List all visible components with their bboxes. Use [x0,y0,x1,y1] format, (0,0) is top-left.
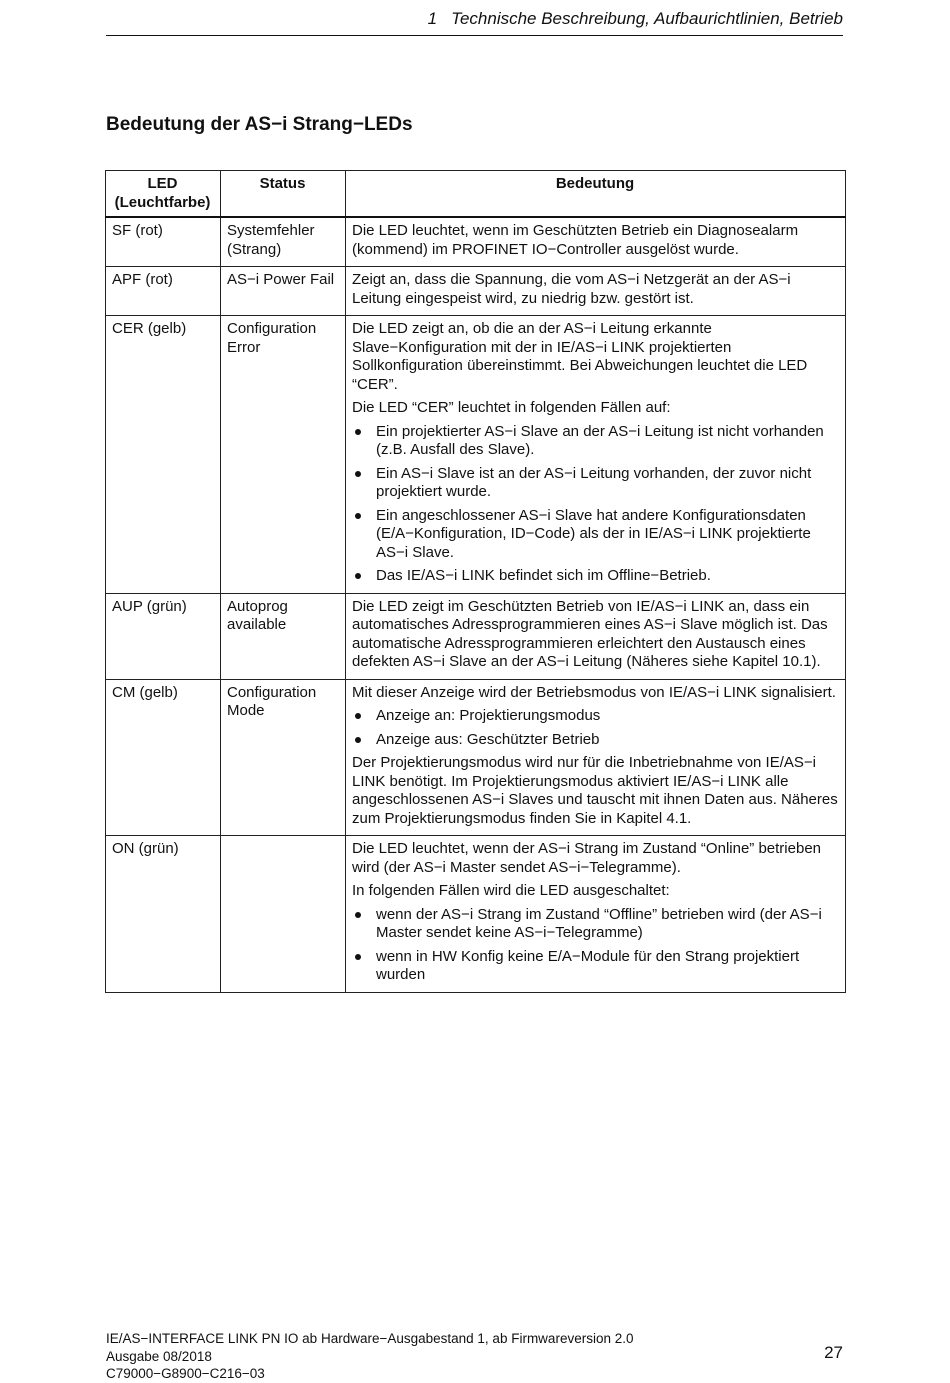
table-row [106,593,846,679]
meaning-paragraph: Die LED zeigt im Geschützten Betrieb von IE/AS−i LINK an, dass ein automatisches Adressprogrammieren eines AS−i Slave möglich ist. Das automatische Adressprogrammieren erleichtert den Austausch eines defekten AS−i Slave an der AS−i Leitung (Näheres siehe Kapitel 10.1). [352,597,828,670]
meaning-cell [346,217,846,267]
table-header-row [106,171,846,218]
meaning-paragraph: Mit dieser Anzeige wird der Betriebsmodus von IE/AS−i LINK signalisiert. [352,683,836,701]
section-title: Bedeutung der AS−i Strang−LEDs [106,114,413,135]
led-table [105,170,846,993]
status-cell: AS−i Power Fail [221,267,346,316]
meaning-cell [346,267,846,316]
chapter-title: Technische Beschreibung, Aufbaurichtlinien, Betrieb [451,9,843,28]
meaning-bullet-item: Das IE/AS−i LINK befindet sich im Offline−Betrieb. [352,567,838,586]
meaning-cell [346,316,846,594]
meaning-bullet-item: wenn der AS−i Strang im Zustand “Offline” betrieben wird (der AS−i Master sendet keine AS−i−Telegramme) [352,906,838,943]
table-row [106,316,846,594]
table-row [106,217,846,267]
status-cell: Configuration Mode [221,679,346,836]
led-name-cell: ON (grün) [106,836,221,993]
footer-product: IE/AS−INTERFACE LINK PN IO ab Hardware−Ausgabestand 1, ab Firmwareversion 2.0 [106,1331,634,1346]
footer-order-number: C79000−G8900−C216−03 [106,1366,265,1381]
meaning-bullet-item: Ein AS−i Slave ist an der AS−i Leitung vorhanden, der zuvor nicht projektiert wurde. [352,465,838,502]
meaning-bullet-list [352,423,838,586]
column-header-led: LED (Leuchtfarbe) [106,171,221,218]
status-cell: Autoprog available [221,593,346,679]
meaning-paragraph: Die LED zeigt an, ob die an der AS−i Leitung erkannte Slave−Konfiguration mit der in IE/AS−i LINK projektierten Sollkonfiguration übereinstimmt. Bei Abweichungen leuchtet die LED “CER”. [352,320,808,393]
led-name-cell: SF (rot) [106,217,221,267]
chapter-number: 1 [427,9,438,28]
column-header-meaning: Bedeutung [346,171,846,218]
footer [106,1330,633,1383]
footer-edition: Ausgabe 08/2018 [106,1348,212,1364]
led-name-cell: CM (gelb) [106,679,221,836]
meaning-cell [346,679,846,836]
meaning-paragraph: In folgenden Fällen wird die LED ausgeschaltet: [352,882,670,899]
table-body [106,217,846,992]
status-cell: Systemfehler (Strang) [221,217,346,267]
meaning-bullet-item: Anzeige an: Projektierungsmodus [352,707,838,726]
meaning-bullet-item: wenn in HW Konfig keine E/A−Module für den Strang projektiert wurden [352,948,838,985]
table-row [106,267,846,316]
table-row [106,836,846,993]
meaning-paragraph: Die LED “CER” leuchtet in folgenden Fällen auf: [352,399,671,416]
meaning-cell [346,836,846,993]
running-header [106,8,843,30]
column-header-status: Status [221,171,346,218]
led-name-cell: APF (rot) [106,267,221,316]
status-cell: Configuration Error [221,316,346,594]
led-name-cell: CER (gelb) [106,316,221,594]
led-name-cell: AUP (grün) [106,593,221,679]
status-cell [221,836,346,993]
page-number: 27 [824,1343,843,1362]
meaning-bullet-list [352,906,838,985]
meaning-bullet-item: Anzeige aus: Geschützter Betrieb [352,731,838,750]
meaning-bullet-list [352,707,838,749]
meaning-paragraph: Die LED leuchtet, wenn im Geschützten Betrieb ein Diagnosealarm (kommend) im PROFINET IO−Controller ausgelöst wurde. [352,222,799,258]
meaning-paragraph: Die LED leuchtet, wenn der AS−i Strang im Zustand “Online” betrieben wird (der AS−i Master sendet AS−i−Telegramme). [352,840,821,876]
meaning-paragraph: Zeigt an, dass die Spannung, die vom AS−i Netzgerät an der AS−i Leitung eingespeist wird, zu niedrig bzw. gestört ist. [352,271,791,307]
header-rule [106,35,843,36]
table-row [106,679,846,836]
meaning-bullet-item: Ein angeschlossener AS−i Slave hat andere Konfigurationsdaten (E/A−Konfiguration, ID−Code) als der in IE/AS−i LINK projektierte AS−i Slave. [352,507,838,563]
meaning-cell [346,593,846,679]
meaning-paragraph: Der Projektierungsmodus wird nur für die Inbetriebnahme von IE/AS−i LINK benötigt. Im Projektierungsmodus aktiviert IE/AS−i LINK alle angeschlossenen AS−i Slaves und tauscht mit ihnen Daten aus. Näheres zum Projektierungsmodus finden Sie in Kapitel 4.1. [352,754,838,827]
meaning-bullet-item: Ein projektierter AS−i Slave an der AS−i Leitung ist nicht vorhanden (z.B. Ausfall des Slave). [352,423,838,460]
